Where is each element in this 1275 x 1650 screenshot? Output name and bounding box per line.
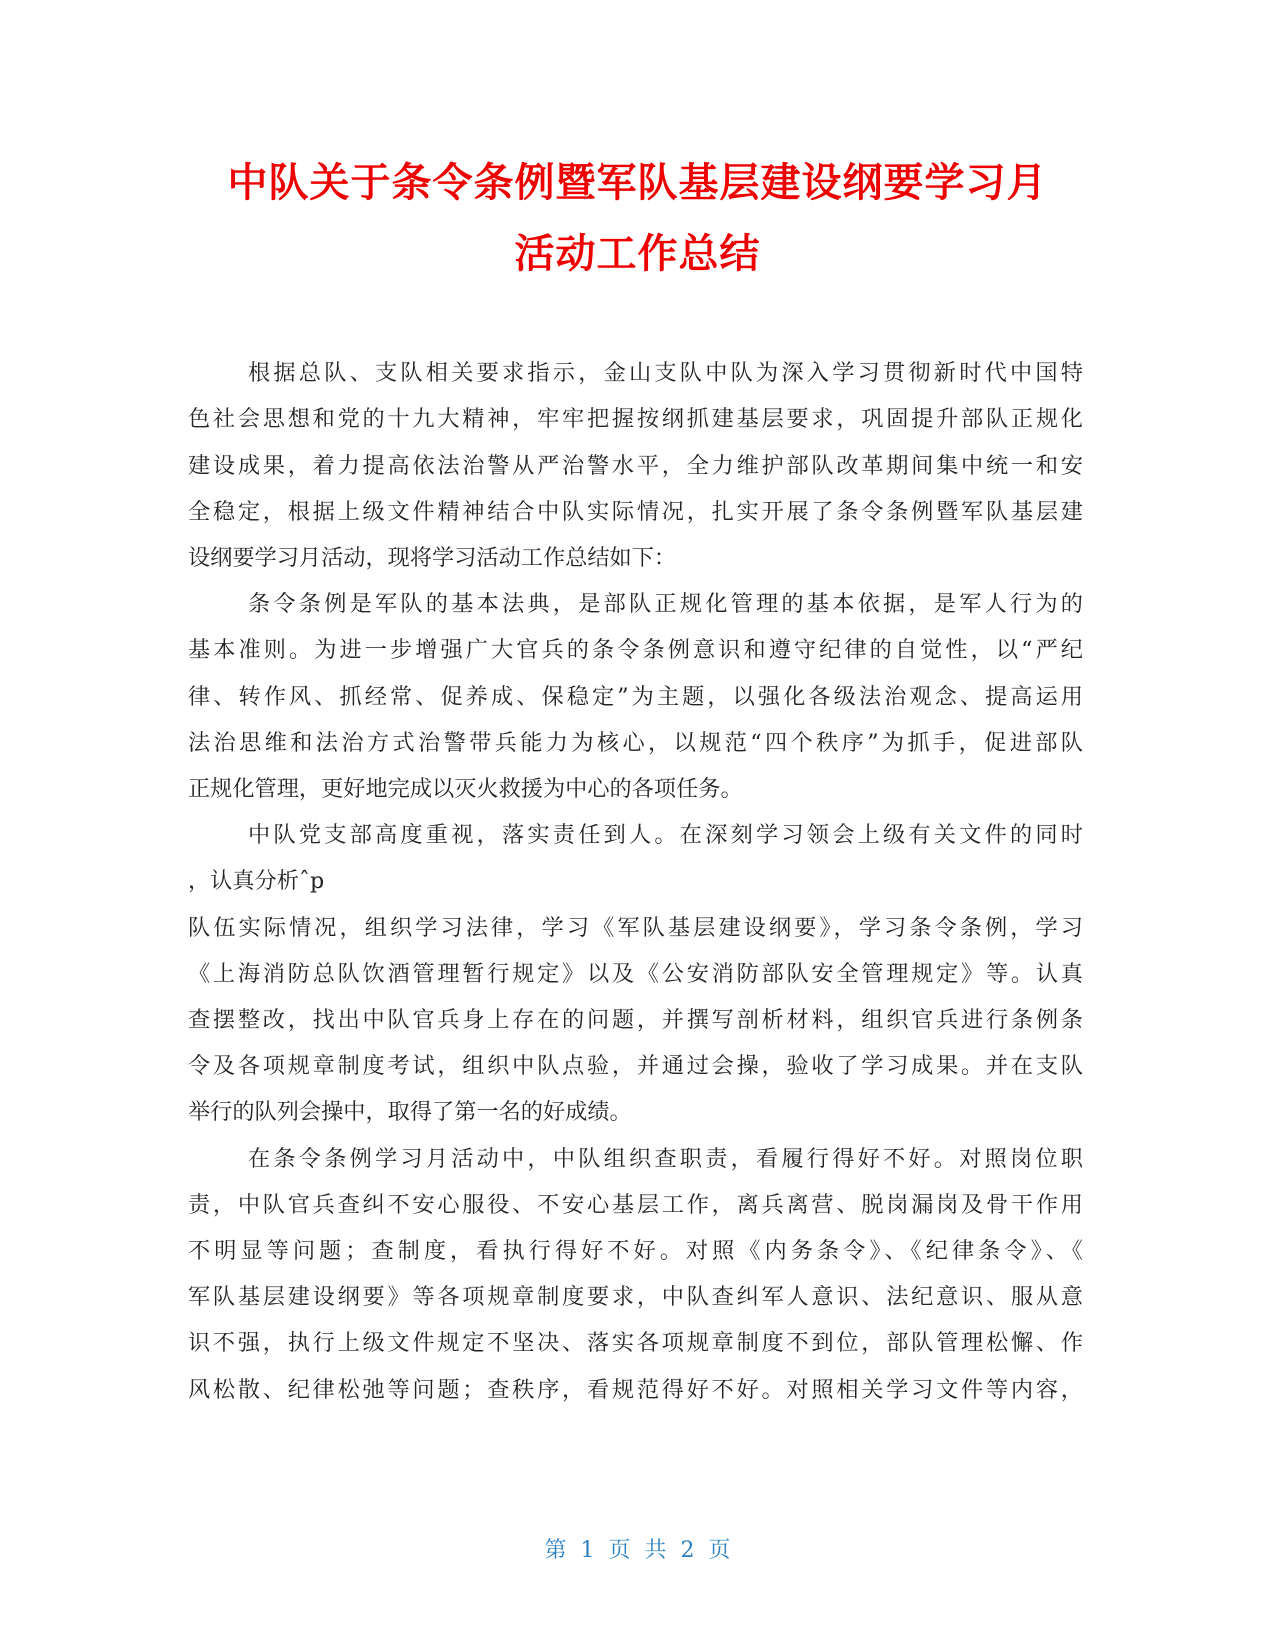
body-line: 不明显等问题；查制度，看执行得好不好。对照《内务条令》、《纪律条令》、《 <box>188 1238 1083 1264</box>
body-line: 军队基层建设纲要》等各项规章制度要求，中队查纠军人意识、法纪意识、服从意 <box>188 1284 1083 1310</box>
page-number-footer: 第 1 页 共 2 页 <box>544 1538 731 1563</box>
body-line: 令及各项规章制度考试，组织中队点验，并通过会操，验收了学习成果。并在支队 <box>188 1053 1083 1079</box>
body-line: 责，中队官兵查纠不安心服役、不安心基层工作，离兵离营、脱岗漏岗及骨干作用 <box>188 1192 1083 1218</box>
body-line: 色社会思想和党的十九大精神，牢牢把握按纲抓建基层要求，巩固提升部队正规化 <box>188 406 1083 432</box>
body-line: 基本准则。为进一步增强广大官兵的条令条例意识和遵守纪律的自觉性，以“严纪 <box>188 637 1083 663</box>
body-line: ，认真分析ˆp <box>188 868 325 894</box>
body-line: 识不强，执行上级文件规定不坚决、落实各项规章制度不到位，部队管理松懈、作 <box>188 1330 1083 1356</box>
body-line: 在条令条例学习月活动中，中队组织查职责，看履行得好不好。对照岗位职 <box>248 1146 1083 1172</box>
body-line: 查摆整改，找出中队官兵身上存在的问题，并撰写剖析材料，组织官兵进行条例条 <box>188 1007 1083 1033</box>
body-line: 正规化管理，更好地完成以灭火救援为中心的各项任务。 <box>188 776 743 802</box>
body-line: 律、转作风、抓经常、促养成、保稳定”为主题，以强化各级法治观念、提高运用 <box>188 684 1083 710</box>
body-line: 建设成果，着力提高依法治警从严治警水平，全力维护部队改革期间集中统一和安 <box>188 453 1083 479</box>
body-line: 根据总队、支队相关要求指示，金山支队中队为深入学习贯彻新时代中国特 <box>248 360 1083 386</box>
body-line: 条令条例是军队的基本法典，是部队正规化管理的基本依据，是军人行为的 <box>248 591 1083 617</box>
body-line: 风松散、纪律松弛等问题；查秩序，看规范得好不好。对照相关学习文件等内容， <box>188 1377 1083 1403</box>
body-line: 设纲要学习月活动，现将学习活动工作总结如下： <box>188 545 677 571</box>
document-title-line-1: 中队关于条令条例暨军队基层建设纲要学习月 <box>227 160 1048 206</box>
document-title-line-2: 活动工作总结 <box>514 231 761 277</box>
body-line: 《上海消防总队饮酒管理暂行规定》以及《公安消防部队安全管理规定》等。认真 <box>188 961 1083 987</box>
body-line: 举行的队列会操中，取得了第一名的好成绩。 <box>188 1099 632 1125</box>
body-line: 全稳定，根据上级文件精神结合中队实际情况，扎实开展了条令条例暨军队基层建 <box>188 499 1083 525</box>
body-line: 队伍实际情况，组织学习法律，学习《军队基层建设纲要》，学习条令条例，学习 <box>188 915 1083 941</box>
body-line: 法治思维和法治方式治警带兵能力为核心，以规范“四个秩序”为抓手，促进部队 <box>188 730 1083 756</box>
body-line: 中队党支部高度重视，落实责任到人。在深刻学习领会上级有关文件的同时 <box>248 822 1083 848</box>
